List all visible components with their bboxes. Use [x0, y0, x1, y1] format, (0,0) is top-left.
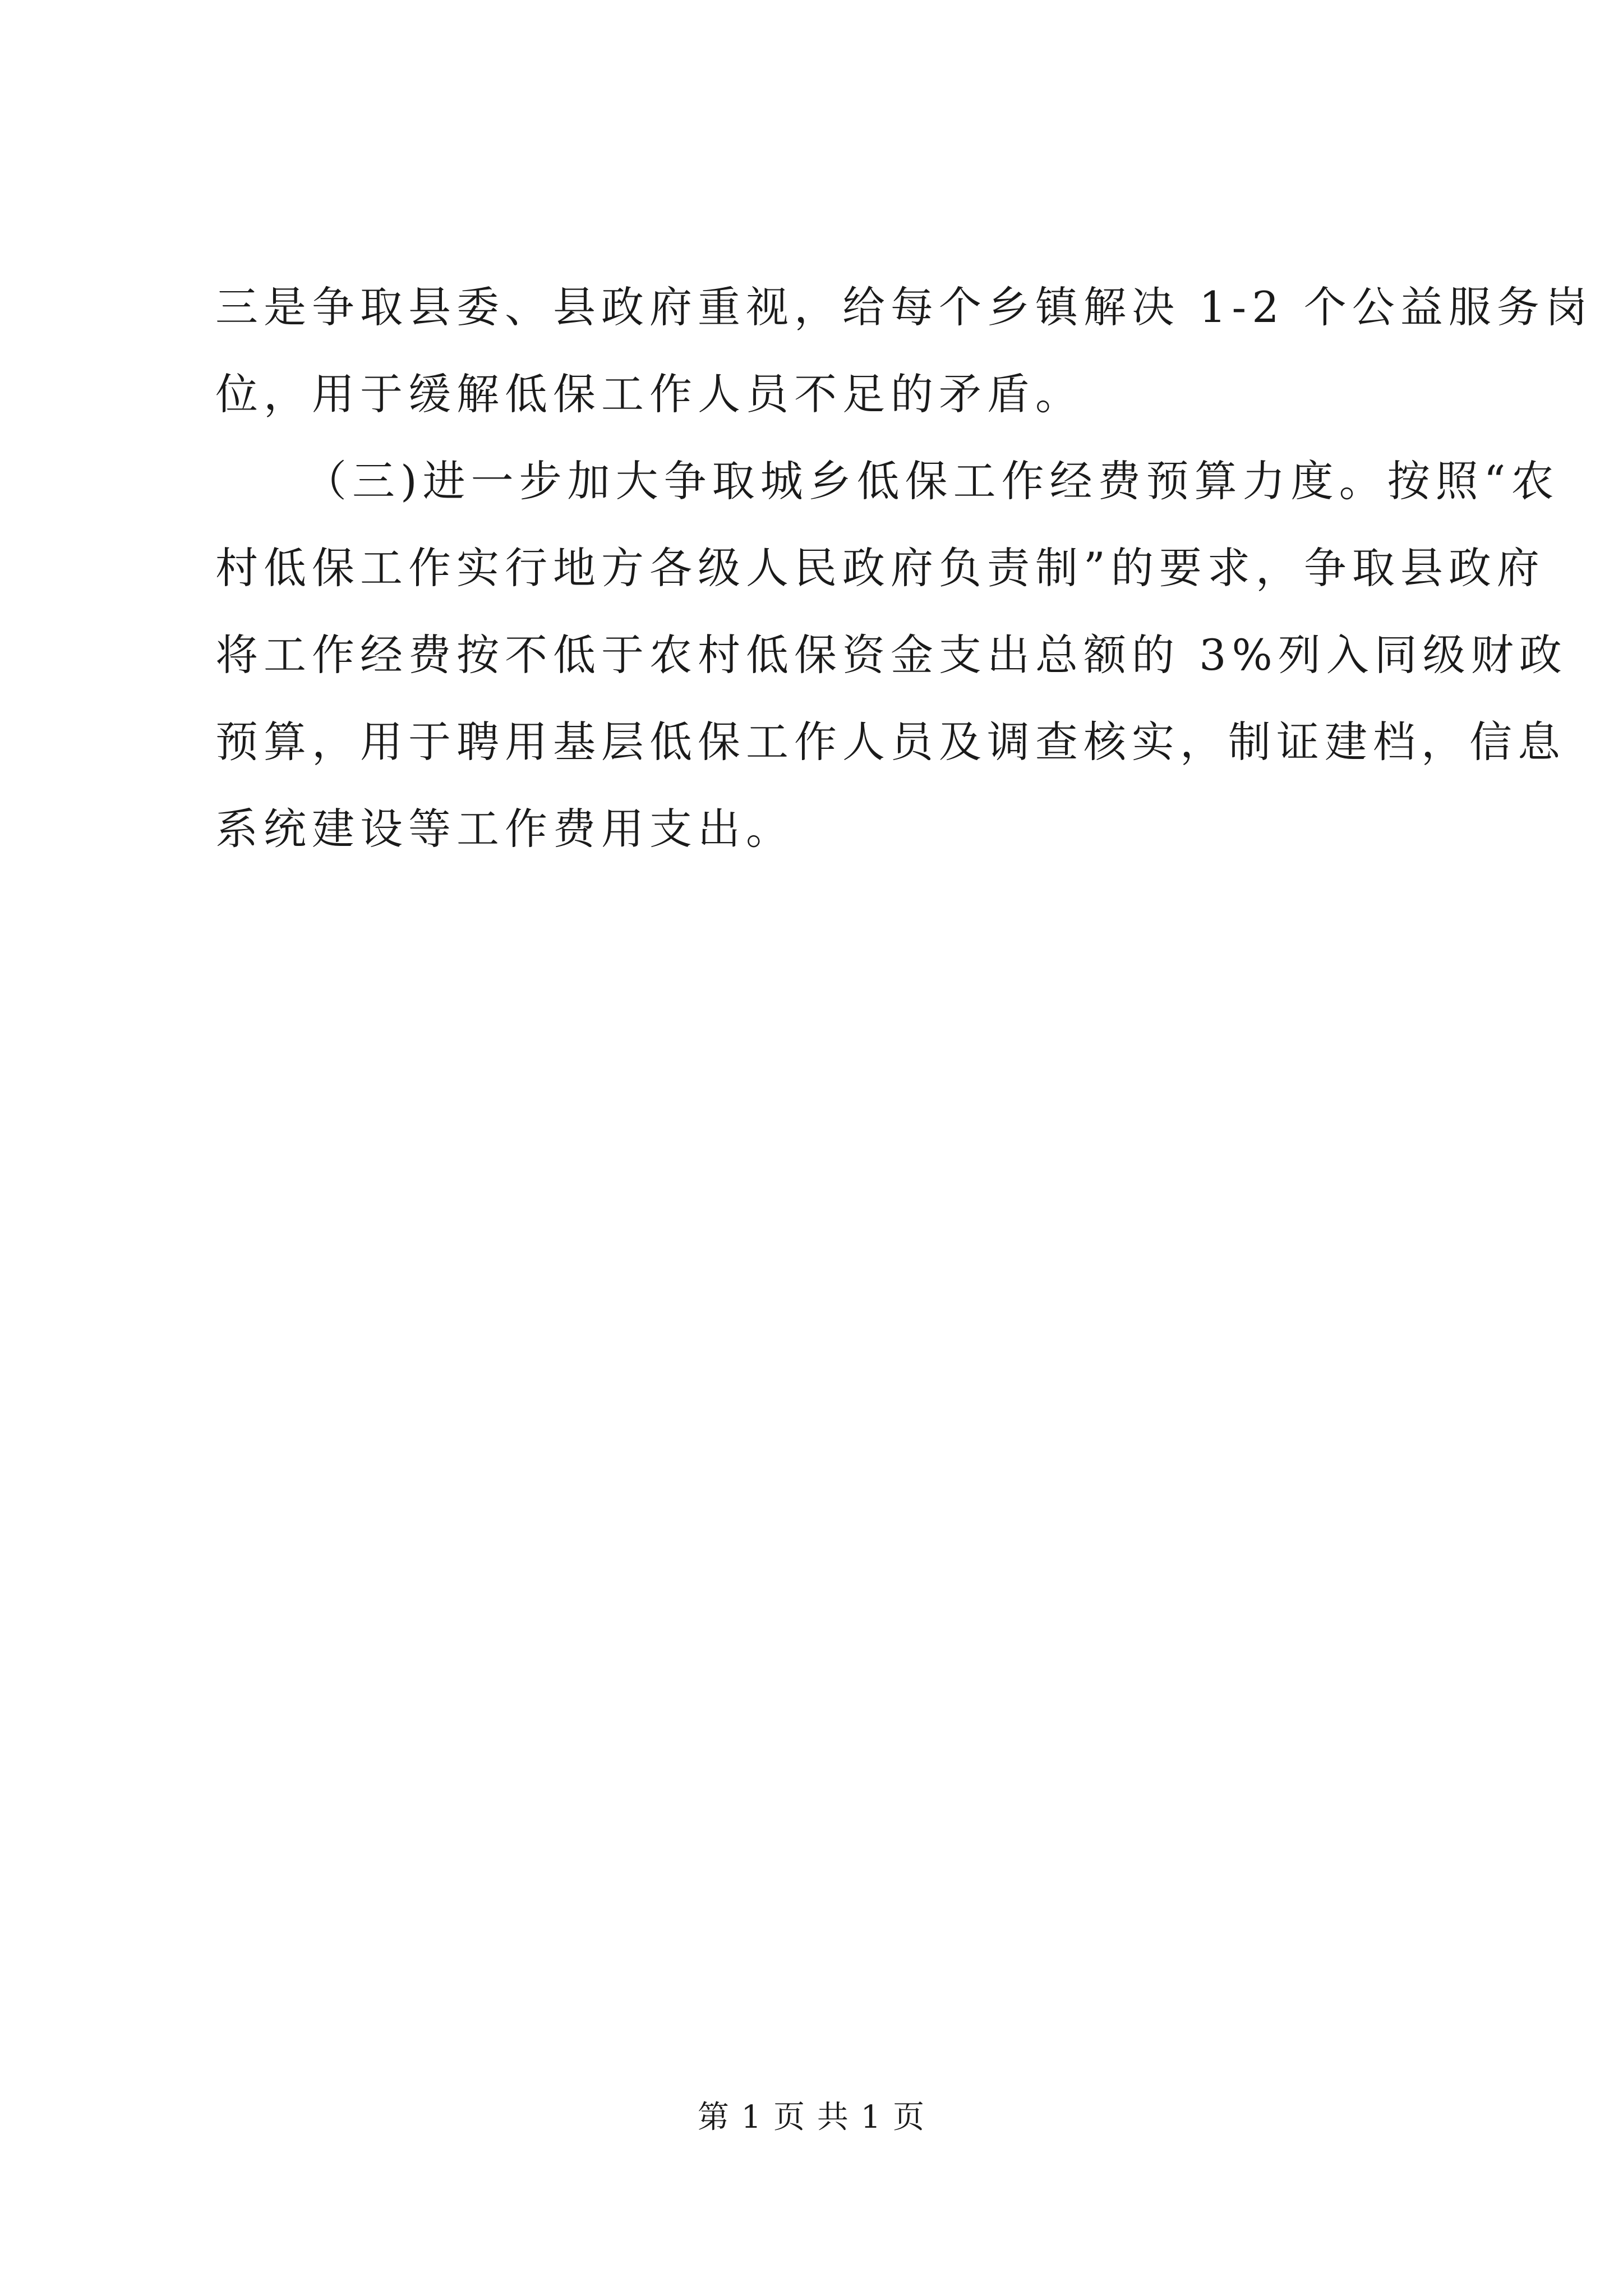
paragraph-line: 预算，用于聘用基层低保工作人员及调查核实，制证建档，信息 — [215, 717, 1566, 767]
paragraph-line: （三)进一步加大争取城乡低保工作经费预算力度。按照“农 — [304, 456, 1560, 506]
paragraph-line: 系统建设等工作费用支出。 — [215, 804, 794, 854]
paragraph-line: 将工作经费按不低于农村低保资金支出总额的 3%列入同级财政 — [215, 630, 1567, 680]
paragraph-line: 三是争取县委、县政府重视，给每个乡镇解决 1-2 个公益服务岗 — [215, 282, 1593, 332]
paragraph-line: 村低保工作实行地方各级人民政府负责制”的要求，争取县政府 — [215, 543, 1545, 593]
paragraph-line: 位，用于缓解低保工作人员不足的矛盾。 — [215, 369, 1083, 419]
document-body — [215, 264, 1593, 872]
page-number-footer: 第 1 页 共 1 页 — [697, 2099, 926, 2136]
